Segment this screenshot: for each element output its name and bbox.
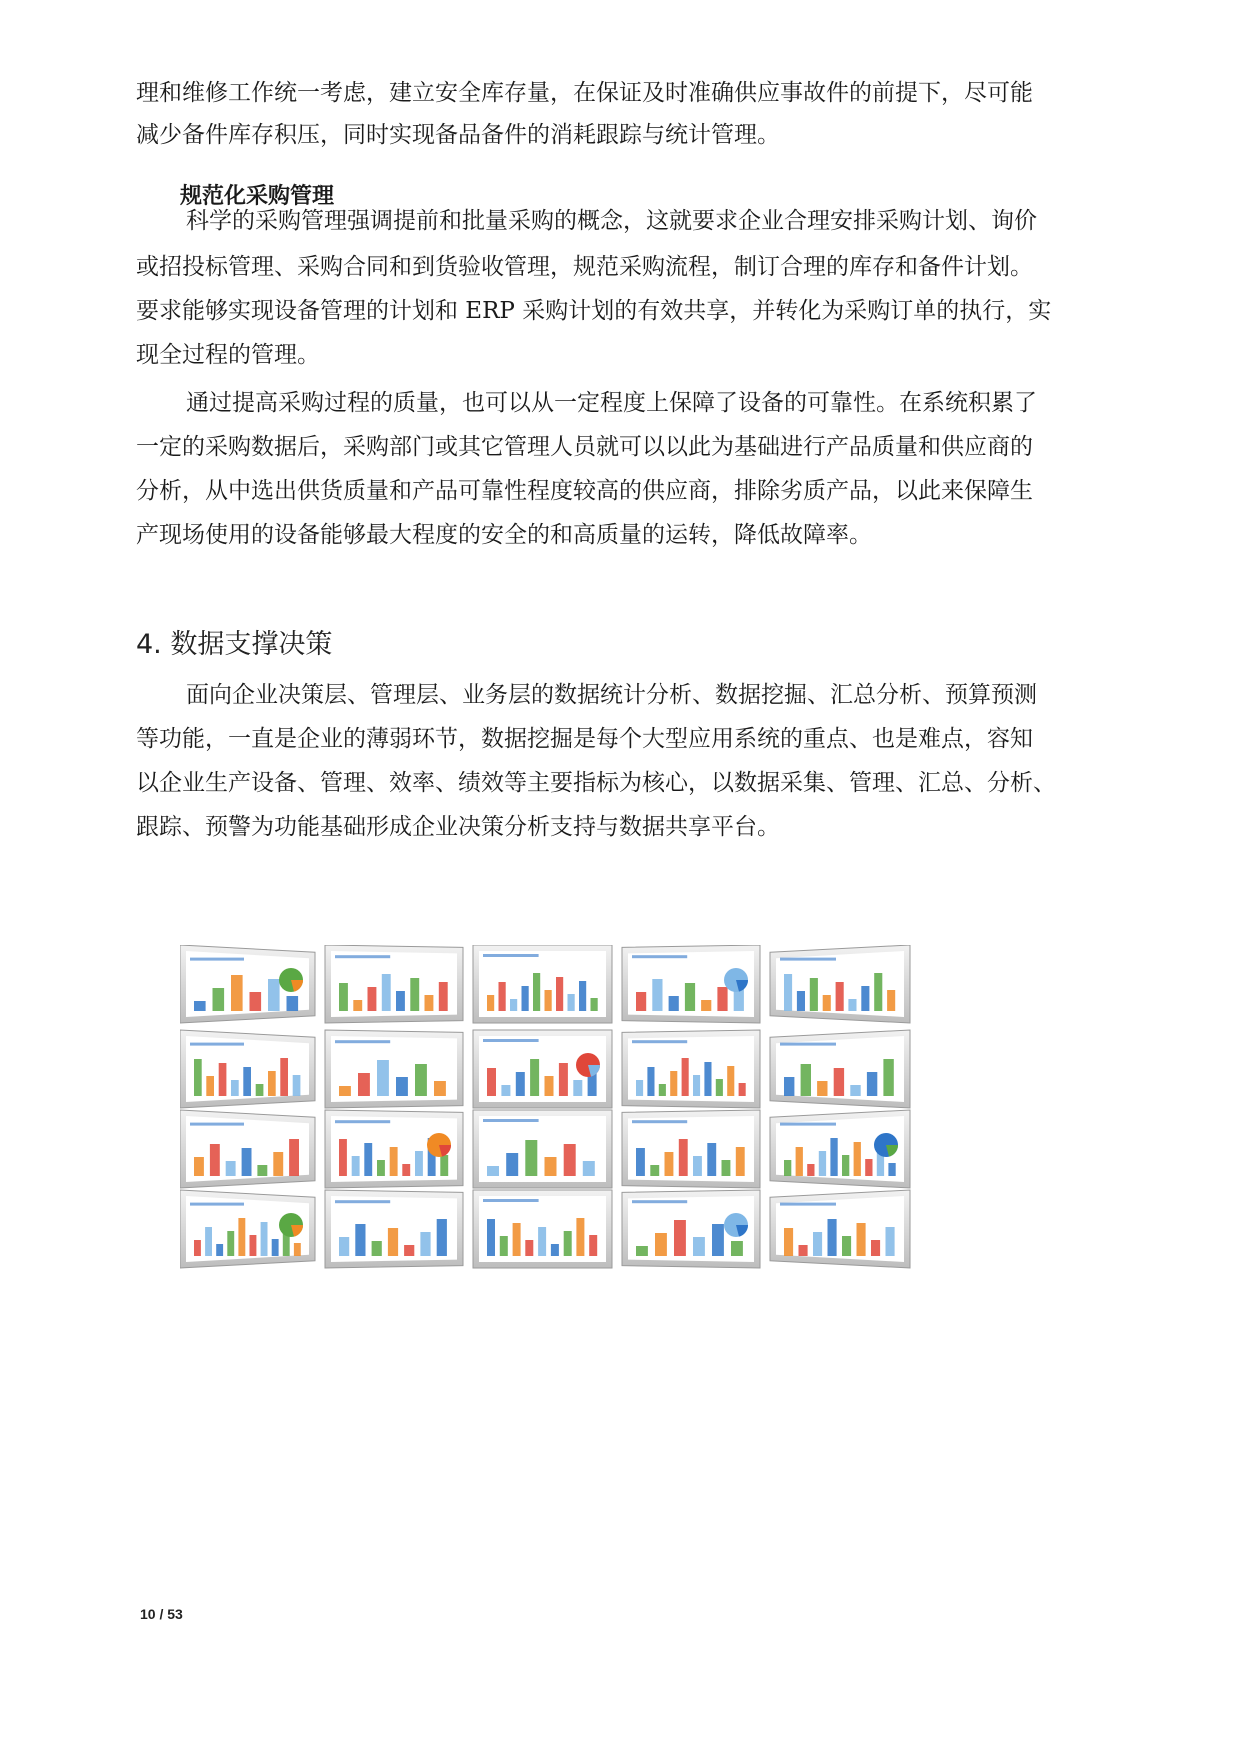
mini-title-bar [483,1199,539,1202]
mini-title-bar [632,955,687,958]
dashboard-screen [180,1030,315,1108]
paragraph-4-line-2: 等功能，一直是企业的薄弱环节，数据挖掘是每个大型应用系统的重点、也是难点，容知 [136,726,1033,752]
subheading-procurement: 规范化采购管理 [180,184,335,209]
mini-bar [848,999,856,1011]
mini-bar [591,998,598,1011]
mini-bar [650,1165,659,1176]
dashboard-screen [325,1110,463,1188]
dashboard-screens-group [180,945,910,1268]
mini-bar [510,999,517,1011]
mini-bar [487,995,494,1011]
mini-bar [589,1235,597,1256]
screen-content [628,1116,754,1182]
mini-bar [268,1071,276,1096]
mini-bar [194,1157,204,1176]
reflection-fade [180,1375,1020,1445]
mini-bar [440,1155,448,1176]
dashboard-screen [473,945,612,1023]
mini-bar [568,994,575,1011]
mini-bar [564,1144,576,1176]
mini-bar [425,995,434,1011]
mini-bar [842,1236,851,1256]
mini-bar [352,1156,360,1176]
section-heading: 4. 数据支撑决策 [136,629,333,660]
mini-bar [736,1147,745,1176]
mini-bar [576,1218,584,1256]
mini-bar [828,1219,837,1256]
mini-bar [256,1084,264,1096]
mini-bar [850,1085,860,1096]
mini-bar [194,1240,201,1256]
mini-bar [579,981,586,1011]
mini-bar [368,987,377,1011]
mini-bar [364,1143,372,1176]
mini-bar [287,996,299,1011]
mini-bar [722,1160,731,1176]
mini-title-bar [632,1200,687,1203]
mini-bar [573,1080,582,1096]
mini-bar [250,992,262,1011]
mini-bar [487,1219,495,1256]
paragraph-2-line-1: 科学的采购管理强调提前和批量采购的概念，这就要求企业合理安排采购计划、询价 [186,208,1037,234]
mini-bar [289,1139,299,1176]
mini-bar [402,1164,410,1176]
mini-bar [434,1081,446,1096]
mini-bar [886,1227,895,1256]
mini-bar [564,1231,572,1256]
mini-title-bar [335,1040,390,1043]
paragraph-1-line-2: 减少备件库存积压，同时实现备品备件的消耗跟踪与统计管理。 [136,122,780,148]
mini-bar [636,1148,645,1176]
dashboard-screen [180,1110,315,1188]
mini-bar [257,1165,267,1176]
paragraph-2-line-2: 或招投标管理、采购合同和到货验收管理，规范采购流程，制订合理的库存和备件计划。 [136,254,1033,280]
mini-bar [339,983,348,1011]
mini-bar [396,1077,408,1096]
mini-bar [784,1160,791,1176]
dashboard-screen [770,1030,910,1108]
mini-title-bar [780,958,836,961]
mini-bar [867,1072,877,1096]
mini-bar [231,1080,239,1096]
screen-content [479,951,606,1017]
mini-title-bar [483,1039,539,1042]
mini-bar [533,973,540,1011]
mini-bar [659,1084,666,1096]
mini-title-bar [483,1119,539,1122]
dashboard-screen [325,1190,463,1268]
mini-title-bar [190,1203,244,1206]
mini-bar [556,977,563,1011]
paragraph-4-line-3: 以企业生产设备、管理、效率、绩效等主要指标为核心，以数据采集、管理、汇总、分析、 [136,770,1056,796]
mini-bar [813,1232,822,1256]
mini-bar [242,1148,252,1176]
mini-bar [799,1245,808,1256]
mini-bar [216,1244,223,1256]
mini-bar [883,1059,893,1096]
mini-bar [823,995,831,1011]
paragraph-1-line-1: 理和维修工作统一考虑，建立安全库存量，在保证及时准确供应事故件的前提下，尽可能 [136,80,1033,106]
mini-bar [377,1160,385,1176]
mini-bar [655,1233,667,1256]
mini-bar [525,1140,537,1176]
mini-bar [516,1072,525,1096]
mini-bar [219,1063,227,1096]
mini-bar [213,988,225,1011]
mini-title-bar [190,1123,244,1126]
dashboard-screen [770,1110,910,1188]
mini-bar [339,1086,351,1096]
mini-bar [439,982,448,1011]
mini-bar [525,1240,533,1256]
dashboard-screen [622,945,760,1023]
mini-bar [238,1218,245,1256]
mini-bar [545,1076,554,1096]
mini-bar [784,1228,793,1256]
mini-bar [261,1222,268,1256]
paragraph-3-line-1: 通过提高采购过程的质量，也可以从一定程度上保障了设备的可靠性。在系统积累了 [186,390,1037,416]
mini-bar [679,1139,688,1176]
mini-bar [807,1164,814,1176]
mini-bar [784,1077,794,1096]
mini-bar [836,982,844,1011]
mini-title-bar [190,958,244,961]
dashboard-screen [180,1190,315,1268]
mini-title-bar [632,1120,687,1123]
mini-bar [437,1219,447,1256]
mini-bar [801,1064,811,1096]
screen-content [331,951,457,1017]
dashboard-wall-figure [180,945,1020,1445]
mini-bar [716,1079,723,1096]
dashboard-screen [473,1030,612,1108]
mini-bar [382,974,391,1011]
mini-bar [797,991,805,1011]
mini-bar [674,1220,686,1256]
screen-content [628,1036,754,1102]
mini-bar [693,1156,702,1176]
mini-bar [506,1153,518,1176]
mini-bar [636,1080,643,1096]
mini-bar [294,1243,301,1256]
mini-bar [817,1081,827,1096]
mini-bar [874,973,882,1011]
mini-bar [396,991,405,1011]
dashboard-screen [325,945,463,1023]
paragraph-4-line-1: 面向企业决策层、管理层、业务层的数据统计分析、数据挖掘、汇总分析、预算预测 [186,682,1037,708]
screen-content [776,1196,904,1262]
page-number: 10 / 53 [140,1606,183,1622]
mini-bar [701,1000,711,1011]
mini-bar [487,1166,499,1176]
mini-bar [538,1227,546,1256]
mini-bar [545,1157,557,1176]
mini-bar [583,1161,595,1176]
mini-bar [513,1223,521,1256]
mini-bar [530,1059,539,1096]
mini-bar [636,992,646,1011]
mini-bar [210,1144,220,1176]
mini-bar [227,1231,234,1256]
dashboard-wall-icon [180,945,1020,1445]
mini-bar [250,1235,257,1256]
mini-bar [727,1066,734,1096]
mini-bar [501,1085,510,1096]
paragraph-4-line-4: 跟踪、预警为功能基础形成企业决策分析支持与数据共享平台。 [136,814,780,840]
mini-bar [390,1147,398,1176]
paragraph-2-line-3: 要求能够实现设备管理的计划和 ERP 采购计划的有效共享，并转化为采购订单的执行，实 [136,298,1052,324]
mini-bar [551,1244,559,1256]
mini-bar [819,1151,826,1176]
mini-title-bar [335,1120,390,1123]
mini-bar [857,1223,866,1256]
mini-bar [353,1000,362,1011]
mini-bar [206,1076,214,1096]
mini-bar [636,1246,648,1256]
mini-bar [796,1147,803,1176]
mini-bar [339,1237,349,1256]
mini-bar [685,983,695,1011]
dashboard-screen [622,1190,760,1268]
mini-bar [487,1068,496,1096]
mini-bar [717,987,727,1011]
mini-bar [647,1067,654,1096]
mini-bar [415,1064,427,1096]
mini-bar [652,979,662,1011]
mini-title-bar [483,954,539,957]
mini-bar [377,1060,389,1096]
mini-bar [194,1059,202,1096]
mini-bar [231,975,243,1011]
mini-bar [784,974,792,1011]
mini-bar [293,1075,301,1096]
mini-bar [280,1058,288,1096]
mini-title-bar [190,1043,244,1046]
paragraph-2-line-4: 现全过程的管理。 [136,342,320,368]
dashboard-screen [473,1190,612,1268]
mini-bar [273,1152,283,1176]
mini-bar [388,1228,398,1256]
mini-bar [500,1236,508,1256]
mini-bar [226,1161,236,1176]
mini-bar [888,1163,895,1176]
mini-bar [420,1232,430,1256]
mini-bar [731,1241,743,1256]
mini-title-bar [780,1043,836,1046]
mini-bar [887,990,895,1011]
paragraph-3-line-2: 一定的采购数据后，采购部门或其它管理人员就可以以此为基础进行产品质量和供应商的 [136,434,1033,460]
mini-bar [712,1224,724,1256]
mini-bar [707,1143,716,1176]
mini-bar [670,1071,677,1096]
mini-bar [665,1152,674,1176]
dashboard-screen [622,1030,760,1108]
mini-bar [243,1067,251,1096]
mini-bar [810,978,818,1011]
dashboard-screen [473,1110,612,1188]
mini-bar [669,996,679,1011]
paragraph-3-line-4: 产现场使用的设备能够最大程度的安全的和高质量的运转，降低故障率。 [136,522,872,548]
mini-bar [194,1001,206,1011]
dashboard-screen [180,945,315,1023]
mini-bar [693,1075,700,1096]
mini-bar [854,1142,861,1176]
dashboard-screen [622,1110,760,1188]
mini-bar [834,1068,844,1096]
mini-title-bar [335,1200,390,1203]
mini-bar [268,979,280,1011]
mini-bar [682,1058,689,1096]
mini-bar [830,1138,837,1176]
mini-title-bar [780,1123,836,1126]
mini-bar [842,1155,849,1176]
mini-bar [559,1063,568,1096]
mini-bar [739,1083,746,1096]
mini-bar [522,986,529,1011]
dashboard-screen [325,1030,463,1108]
mini-bar [372,1241,382,1256]
mini-bar [545,990,552,1011]
mini-bar [339,1139,347,1176]
mini-bar [693,1237,705,1256]
dashboard-screen [770,945,910,1023]
mini-bar [358,1073,370,1096]
mini-bar [404,1245,414,1256]
mini-bar [355,1224,365,1256]
mini-bar [272,1239,279,1256]
paragraph-3-line-3: 分析，从中选出供货质量和产品可靠性程度较高的供应商，排除劣质产品，以此来保障生 [136,478,1033,504]
mini-bar [865,1159,872,1176]
mini-bar [499,982,506,1011]
mini-bar [410,978,419,1011]
mini-bar [205,1227,212,1256]
dashboard-screen [770,1190,910,1268]
mini-title-bar [780,1203,836,1206]
mini-bar [704,1062,711,1096]
mini-bar [861,986,869,1011]
mini-bar [415,1151,423,1176]
mini-title-bar [632,1040,687,1043]
mini-bar [871,1240,880,1256]
mini-title-bar [335,955,390,958]
